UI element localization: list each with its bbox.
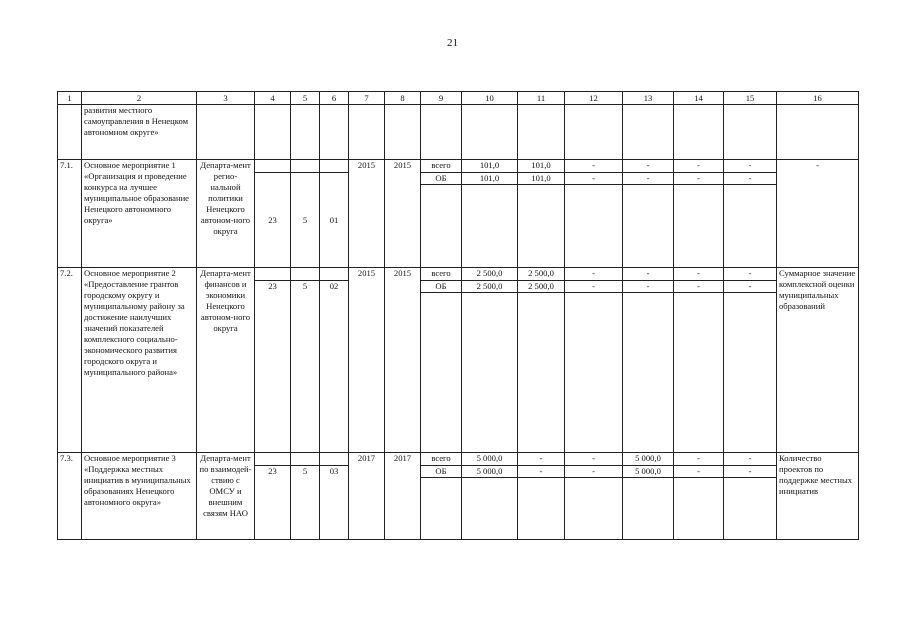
table-cell	[255, 160, 291, 173]
column-header: 3	[197, 92, 255, 105]
table-cell	[674, 105, 724, 160]
table-cell	[291, 453, 320, 466]
code-c: 02	[320, 281, 349, 453]
funding-year: -	[623, 160, 674, 173]
table-cell	[320, 160, 349, 173]
funding-year: -	[565, 453, 623, 466]
column-header: 5	[291, 92, 320, 105]
result-indicator: Количество проектов по поддержке местных инициатив	[777, 453, 859, 540]
table-cell	[518, 293, 565, 453]
executor: Департа-мент по взаимодей-ствию с ОМСУ и внешним связям НАО	[197, 453, 255, 540]
program-table	[57, 91, 859, 540]
page-number: 21	[447, 37, 458, 49]
row-number: 7.2.	[58, 268, 82, 453]
code-b: 5	[291, 466, 320, 540]
funding-year: -	[565, 173, 623, 185]
end-year: 2015	[385, 268, 421, 453]
column-header: 1	[58, 92, 82, 105]
table-cell	[623, 185, 674, 268]
funding-year: 2 500,0	[518, 281, 565, 293]
table-cell	[421, 478, 462, 540]
funding-year: 101,0	[518, 173, 565, 185]
table-cell	[565, 185, 623, 268]
column-header: 6	[320, 92, 349, 105]
funding-year: -	[565, 466, 623, 478]
table-cell	[623, 105, 674, 160]
column-header: 13	[623, 92, 674, 105]
funding-year: -	[674, 268, 724, 281]
table-cell	[724, 105, 777, 160]
funding-year: -	[724, 268, 777, 281]
table-cell	[724, 478, 777, 540]
funding-total: 2 500,0	[462, 281, 518, 293]
funding-source: всего	[421, 453, 462, 466]
table-cell	[724, 185, 777, 268]
result-indicator: Суммарное значение комплексной оценки муниципальных образований	[777, 268, 859, 453]
table-cell	[518, 105, 565, 160]
table-cell	[462, 105, 518, 160]
code-a: 23	[255, 281, 291, 453]
table-cell	[320, 268, 349, 281]
executor: Департа-мент регио-нальной политики Ненецкого автоном-ного округа	[197, 160, 255, 268]
start-year: 2015	[349, 268, 385, 453]
executor: Департа-мент финансов и экономики Ненецкого автоном-ного округа	[197, 268, 255, 453]
end-year: 2015	[385, 160, 421, 268]
table-cell	[518, 185, 565, 268]
table-row	[58, 453, 859, 466]
funding-source: всего	[421, 160, 462, 173]
table-cell	[421, 185, 462, 268]
funding-year: -	[623, 281, 674, 293]
funding-total: 5 000,0	[462, 453, 518, 466]
row-number: 7.1.	[58, 160, 82, 268]
table-cell	[320, 453, 349, 466]
table-cell	[385, 105, 421, 160]
table-cell	[777, 105, 859, 160]
funding-year: -	[565, 268, 623, 281]
table-cell	[421, 105, 462, 160]
table-cell	[197, 105, 255, 160]
table-cell	[565, 478, 623, 540]
funding-source: ОБ	[421, 173, 462, 185]
activity-name: Основное мероприятие 1 «Организация и проведение конкурса на лучшее муниципальное образование Ненецкого автономного округа»	[82, 160, 197, 268]
funding-source: ОБ	[421, 466, 462, 478]
funding-source: всего	[421, 268, 462, 281]
funding-total: 101,0	[462, 173, 518, 185]
table-row	[58, 160, 859, 173]
table-cell	[255, 105, 291, 160]
funding-year: -	[724, 466, 777, 478]
table-cell	[58, 105, 82, 160]
table-cell	[565, 105, 623, 160]
funding-total: 2 500,0	[462, 268, 518, 281]
code-a: 23	[255, 466, 291, 540]
table-cell	[623, 293, 674, 453]
funding-year: -	[674, 453, 724, 466]
funding-year: -	[724, 281, 777, 293]
column-header: 7	[349, 92, 385, 105]
funding-year: -	[724, 160, 777, 173]
table-cell	[724, 293, 777, 453]
column-header: 2	[82, 92, 197, 105]
activity-name: Основное мероприятие 3 «Поддержка местных инициатив в муниципальных образованиях Ненецкого автономного округа»	[82, 453, 197, 540]
table-cell	[255, 453, 291, 466]
column-header: 10	[462, 92, 518, 105]
funding-year: -	[724, 173, 777, 185]
start-year: 2015	[349, 160, 385, 268]
end-year: 2017	[385, 453, 421, 540]
funding-year: -	[674, 173, 724, 185]
funding-total: 5 000,0	[462, 466, 518, 478]
table-cell	[518, 478, 565, 540]
table-cell	[255, 268, 291, 281]
funding-year: -	[674, 466, 724, 478]
continuation-text: развития местного самоуправления в Ненецком автономном округе»	[82, 105, 197, 160]
table-cell	[320, 105, 349, 160]
table-cell	[421, 293, 462, 453]
column-header: 4	[255, 92, 291, 105]
funding-year: 5 000,0	[623, 453, 674, 466]
continuation-row	[58, 105, 859, 160]
row-number: 7.3.	[58, 453, 82, 540]
table-row	[58, 268, 859, 281]
funding-year: -	[565, 281, 623, 293]
funding-year: -	[674, 160, 724, 173]
activity-name: Основное мероприятие 2 «Предоставление грантов городскому округу и муниципальному району за достижение наилучших значений показателей комплексного социально-экономического развития городского округа и муниципального района»	[82, 268, 197, 453]
code-b: 5	[291, 281, 320, 453]
column-header: 14	[674, 92, 724, 105]
code-b: 5	[291, 173, 320, 268]
column-header: 15	[724, 92, 777, 105]
start-year: 2017	[349, 453, 385, 540]
table-cell	[565, 293, 623, 453]
table-cell	[674, 478, 724, 540]
table-cell	[291, 105, 320, 160]
funding-year: -	[623, 173, 674, 185]
code-a: 23	[255, 173, 291, 268]
column-header: 9	[421, 92, 462, 105]
funding-year: 2 500,0	[518, 268, 565, 281]
table-cell	[462, 185, 518, 268]
column-header: 16	[777, 92, 859, 105]
funding-year: -	[724, 453, 777, 466]
result-indicator: -	[777, 160, 859, 268]
table-cell	[349, 105, 385, 160]
funding-year: -	[518, 466, 565, 478]
column-header: 12	[565, 92, 623, 105]
table-cell	[291, 160, 320, 173]
funding-year: -	[674, 281, 724, 293]
funding-year: 5 000,0	[623, 466, 674, 478]
table-cell	[462, 293, 518, 453]
table-cell	[674, 185, 724, 268]
header-row	[58, 92, 859, 105]
funding-year: -	[623, 268, 674, 281]
column-header: 8	[385, 92, 421, 105]
funding-year: -	[518, 453, 565, 466]
code-c: 01	[320, 173, 349, 268]
table-cell	[623, 478, 674, 540]
table-cell	[291, 268, 320, 281]
code-c: 03	[320, 466, 349, 540]
column-header: 11	[518, 92, 565, 105]
funding-source: ОБ	[421, 281, 462, 293]
table-cell	[462, 478, 518, 540]
table-body	[58, 92, 859, 540]
table-cell	[674, 293, 724, 453]
funding-year: 101,0	[518, 160, 565, 173]
funding-total: 101,0	[462, 160, 518, 173]
funding-year: -	[565, 160, 623, 173]
